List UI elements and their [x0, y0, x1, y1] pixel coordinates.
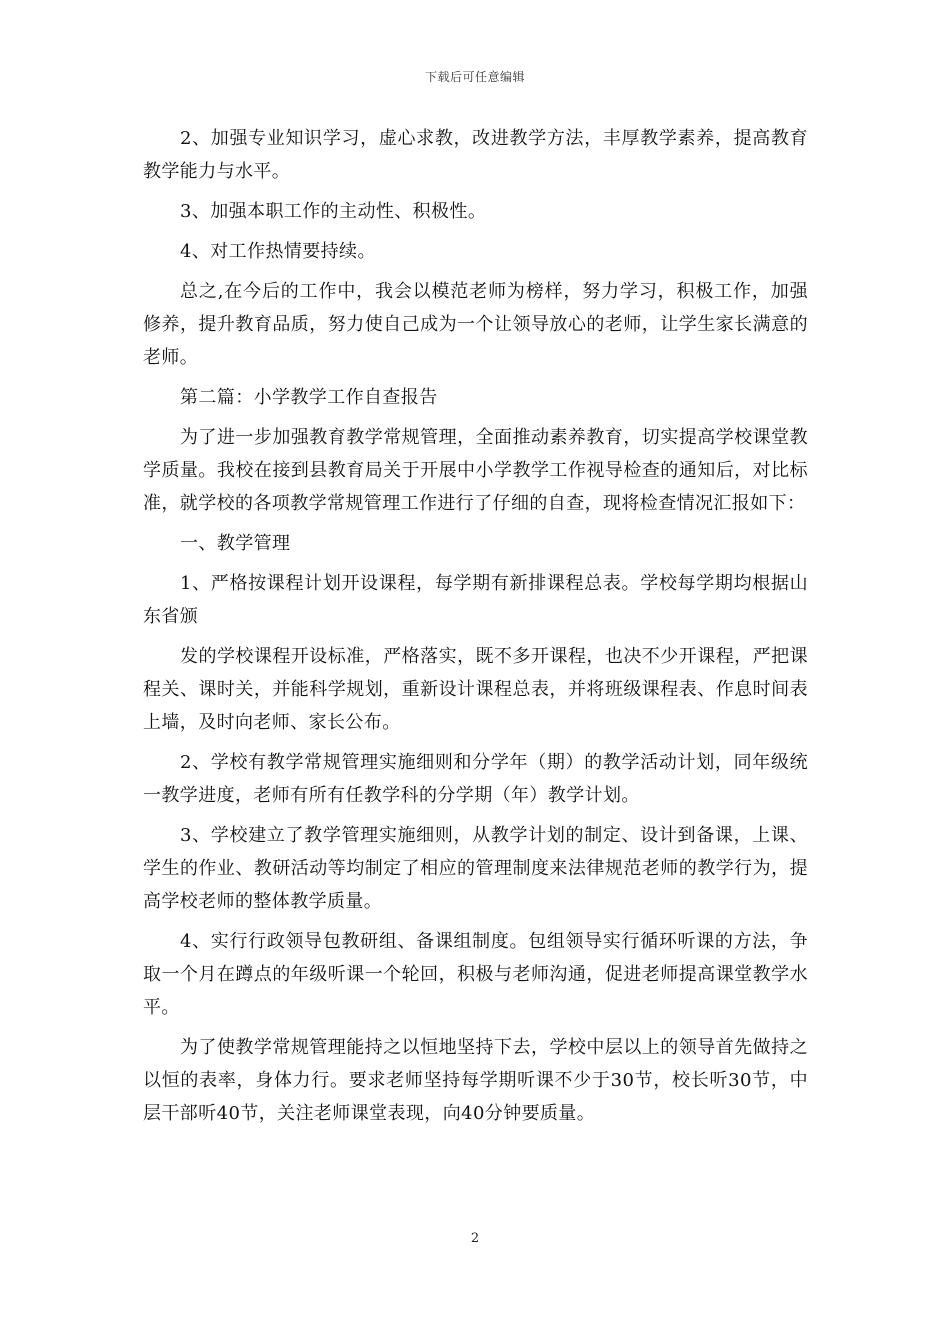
section-title: 第二篇：小学教学工作自查报告 [180, 387, 438, 408]
paragraph-item-4: 4、对工作热情要持续。 [180, 241, 376, 262]
paragraph-management-2: 2、学校有教学常规管理实施细则和分学年（期）的教学活动计划，同年级统一教学进度，老师有所有任教学科的分学期（年）教学计划。 [143, 752, 808, 806]
paragraph-management-3: 3、学校建立了教学管理实施细则，从教学计划的制定、设计到备课，上课、学生的作业、教研活动等均制定了相应的管理制度来法律规范老师的教学行为，提高学校老师的整体教学质量。 [143, 825, 808, 912]
paragraph-management-1-cont: 发的学校课程开设标准，严格落实，既不多开课程，也决不少开课程，严把课程关、课时关，并能科学规划，重新设计课程总表，并将班级课程表、作息时间表上墙，及时向老师、家长公布。 [143, 646, 808, 733]
paragraph-summary: 总之,在今后的工作中，我会以模范老师为榜样，努力学习，积极工作，加强修养，提升教育品质，努力使自己成为一个让领导放心的老师，让学生家长满意的老师。 [143, 281, 808, 368]
paragraph-item-3: 3、加强本职工作的主动性、积极性。 [180, 201, 487, 222]
paragraph-item-2: 2、加强专业知识学习，虚心求教，改进教学方法，丰厚教学素养，提高教育教学能力与水平。 [143, 128, 808, 182]
page-header-note: 下载后可任意编辑 [424, 70, 525, 84]
section-heading-teaching-management: 一、教学管理 [180, 533, 291, 554]
paragraph-intro: 为了进一步加强教育教学常规管理，全面推动素养教育，切实提高学校课堂教学质量。我校在接到县教育局关于开展中小学教学工作视导检查的通知后，对比标准，就学校的各项教学常规管理工作进行了仔细的自查，现将检查情况汇报如下： [143, 427, 808, 514]
paragraph-management-1: 1、严格按课程计划开设课程，每学期有新排课程总表。学校每学期均根据山东省颁 [143, 573, 808, 627]
page-number: 2 [470, 1231, 480, 1246]
paragraph-management-4: 4、实行行政领导包教研组、备课组制度。包组领导实行循环听课的方法，争取一个月在蹲点的年级听课一个轮回，积极与老师沟通，促进老师提高课堂教学水平。 [143, 931, 808, 1018]
paragraph-persistence: 为了使教学常规管理能持之以恒地坚持下去，学校中层以上的领导首先做持之以恒的表率，身体力行。要求老师坚持每学期听课不少于30节，校长听30节，中层干部听40节，关注老师课堂表现，向40分钟要质量。 [143, 1037, 808, 1124]
document-body [143, 122, 808, 1137]
